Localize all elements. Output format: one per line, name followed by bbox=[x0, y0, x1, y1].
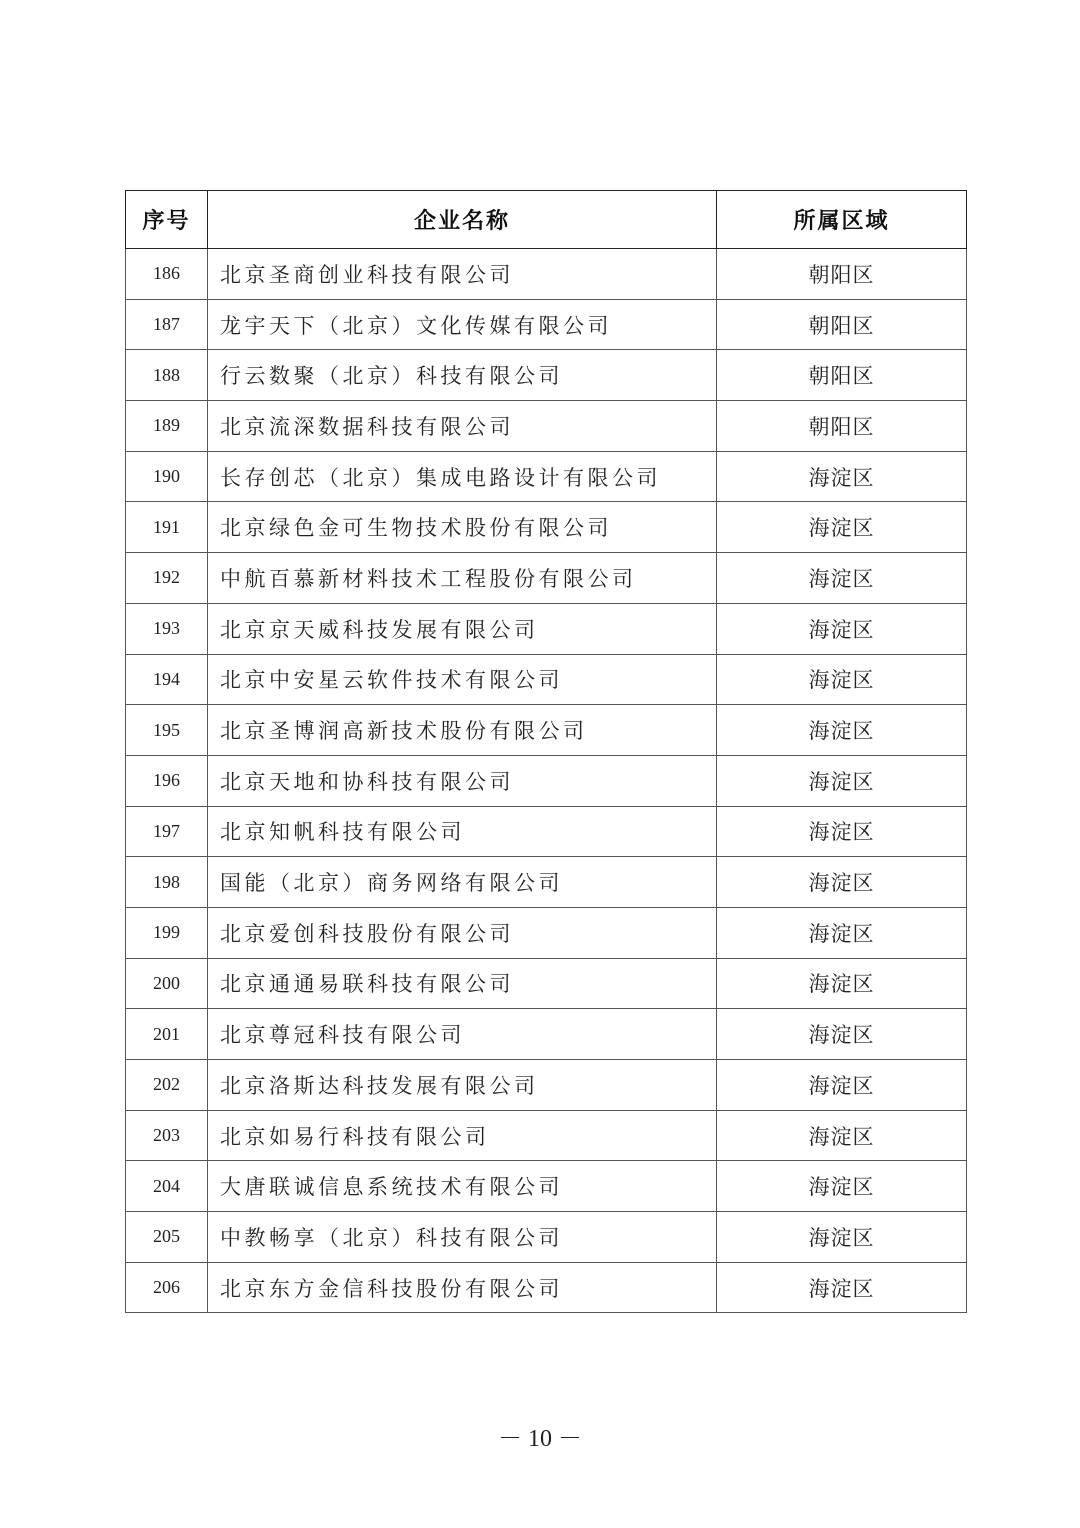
row-index: 198 bbox=[126, 857, 208, 908]
table-row bbox=[126, 654, 967, 705]
page-number: － 10 － bbox=[498, 1426, 582, 1452]
row-index: 188 bbox=[126, 350, 208, 401]
region-name: 朝阳区 bbox=[717, 249, 967, 300]
row-index: 186 bbox=[126, 249, 208, 300]
table-row bbox=[126, 603, 967, 654]
region-name: 海淀区 bbox=[717, 654, 967, 705]
table-row bbox=[126, 451, 967, 502]
company-name: 北京知帆科技有限公司 bbox=[208, 806, 717, 857]
region-name: 海淀区 bbox=[717, 1212, 967, 1263]
company-name: 北京绿色金可生物技术股份有限公司 bbox=[208, 502, 717, 553]
company-name: 北京圣商创业科技有限公司 bbox=[208, 249, 717, 300]
row-index: 202 bbox=[126, 1060, 208, 1111]
row-index: 205 bbox=[126, 1212, 208, 1263]
row-index: 190 bbox=[126, 451, 208, 502]
header-company-name: 企业名称 bbox=[208, 191, 717, 249]
company-name: 中教畅享（北京）科技有限公司 bbox=[208, 1212, 717, 1263]
company-name: 龙宇天下（北京）文化传媒有限公司 bbox=[208, 299, 717, 350]
row-index: 196 bbox=[126, 755, 208, 806]
region-name: 海淀区 bbox=[717, 553, 967, 604]
table-row bbox=[126, 249, 967, 300]
table-row bbox=[126, 1009, 967, 1060]
table-row bbox=[126, 1262, 967, 1313]
company-name: 长存创芯（北京）集成电路设计有限公司 bbox=[208, 451, 717, 502]
row-index: 192 bbox=[126, 553, 208, 604]
region-name: 海淀区 bbox=[717, 806, 967, 857]
company-name: 大唐联诚信息系统技术有限公司 bbox=[208, 1161, 717, 1212]
company-table bbox=[125, 190, 967, 1313]
region-name: 海淀区 bbox=[717, 705, 967, 756]
company-name: 行云数聚（北京）科技有限公司 bbox=[208, 350, 717, 401]
table-body bbox=[126, 249, 967, 1313]
region-name: 海淀区 bbox=[717, 502, 967, 553]
table-row bbox=[126, 705, 967, 756]
table-row bbox=[126, 907, 967, 958]
company-name: 国能（北京）商务网络有限公司 bbox=[208, 857, 717, 908]
company-name: 北京如易行科技有限公司 bbox=[208, 1110, 717, 1161]
row-index: 197 bbox=[126, 806, 208, 857]
row-index: 204 bbox=[126, 1161, 208, 1212]
table-row bbox=[126, 553, 967, 604]
region-name: 朝阳区 bbox=[717, 401, 967, 452]
table-row bbox=[126, 1060, 967, 1111]
region-name: 海淀区 bbox=[717, 603, 967, 654]
table-row bbox=[126, 857, 967, 908]
row-index: 189 bbox=[126, 401, 208, 452]
table-row bbox=[126, 401, 967, 452]
row-index: 201 bbox=[126, 1009, 208, 1060]
table-row bbox=[126, 350, 967, 401]
table-row bbox=[126, 755, 967, 806]
header-index: 序号 bbox=[126, 191, 208, 249]
region-name: 海淀区 bbox=[717, 1009, 967, 1060]
company-name: 北京京天威科技发展有限公司 bbox=[208, 603, 717, 654]
region-name: 海淀区 bbox=[717, 958, 967, 1009]
company-name: 北京流深数据科技有限公司 bbox=[208, 401, 717, 452]
header-region: 所属区域 bbox=[717, 191, 967, 249]
row-index: 191 bbox=[126, 502, 208, 553]
company-name: 北京天地和协科技有限公司 bbox=[208, 755, 717, 806]
table-row bbox=[126, 1212, 967, 1263]
region-name: 海淀区 bbox=[717, 1110, 967, 1161]
region-name: 朝阳区 bbox=[717, 350, 967, 401]
row-index: 199 bbox=[126, 907, 208, 958]
region-name: 海淀区 bbox=[717, 755, 967, 806]
table-row bbox=[126, 1110, 967, 1161]
company-name: 北京圣博润高新技术股份有限公司 bbox=[208, 705, 717, 756]
company-name: 北京洛斯达科技发展有限公司 bbox=[208, 1060, 717, 1111]
region-name: 海淀区 bbox=[717, 907, 967, 958]
row-index: 203 bbox=[126, 1110, 208, 1161]
company-name: 北京东方金信科技股份有限公司 bbox=[208, 1262, 717, 1313]
table-row bbox=[126, 958, 967, 1009]
company-name: 北京通通易联科技有限公司 bbox=[208, 958, 717, 1009]
table-row bbox=[126, 1161, 967, 1212]
table-row bbox=[126, 806, 967, 857]
region-name: 海淀区 bbox=[717, 1161, 967, 1212]
row-index: 206 bbox=[126, 1262, 208, 1313]
region-name: 海淀区 bbox=[717, 1262, 967, 1313]
region-name: 朝阳区 bbox=[717, 299, 967, 350]
company-name: 北京中安星云软件技术有限公司 bbox=[208, 654, 717, 705]
row-index: 200 bbox=[126, 958, 208, 1009]
row-index: 194 bbox=[126, 654, 208, 705]
company-name: 中航百慕新材料技术工程股份有限公司 bbox=[208, 553, 717, 604]
table-row bbox=[126, 299, 967, 350]
company-name: 北京尊冠科技有限公司 bbox=[208, 1009, 717, 1060]
header-row bbox=[126, 191, 967, 249]
row-index: 195 bbox=[126, 705, 208, 756]
region-name: 海淀区 bbox=[717, 1060, 967, 1111]
row-index: 193 bbox=[126, 603, 208, 654]
table-row bbox=[126, 502, 967, 553]
region-name: 海淀区 bbox=[717, 451, 967, 502]
company-name: 北京爱创科技股份有限公司 bbox=[208, 907, 717, 958]
region-name: 海淀区 bbox=[717, 857, 967, 908]
row-index: 187 bbox=[126, 299, 208, 350]
table-header bbox=[126, 191, 967, 249]
